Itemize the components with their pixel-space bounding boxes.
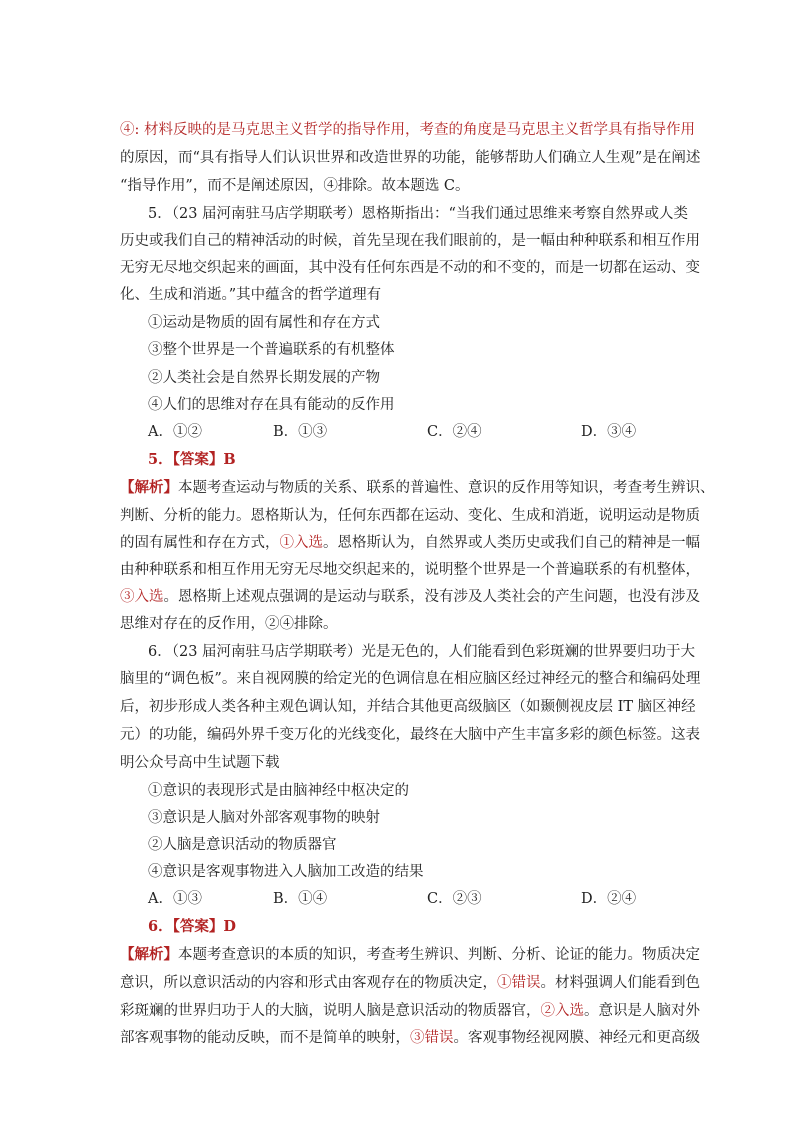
q5-stem-line-3: 无穷无尽地交织起来的画面，其中没有任何东西是不动的和不变的，而是一切都在运动、变	[120, 260, 700, 276]
q6-analysis-line-3	[120, 1001, 700, 1021]
q6-analysis-line-1	[120, 945, 700, 965]
q6-stem-line-4: 元）的功能，编码外界千变万化的光线变化，最终在大脑中产生丰富多彩的颜色标签。这表	[120, 727, 700, 743]
q5-option-2: ②人类社会是自然界长期发展的产物	[148, 370, 380, 386]
q5-analysis-text-5b: 。恩格斯上述观点强调的是运动与联系，没有涉及人类社会的产生问题，也没有涉及	[163, 589, 700, 605]
q6-analysis-text-3b: 。意识是人脑对外	[584, 1003, 700, 1019]
prev-analysis-line-1	[120, 120, 695, 140]
q6-choice-c: C．②③	[427, 891, 482, 907]
q5-analysis-tag: 【解析】	[120, 479, 178, 496]
q6-analysis-line-4	[120, 1028, 700, 1048]
q5-choice-b: B．①③	[273, 424, 328, 440]
q5-choice-d: D．③④	[581, 424, 637, 440]
q6-analysis-text-3a: 彩斑斓的世界归功于人的大脑，说明人脑是意识活动的物质器官，	[120, 1003, 541, 1019]
q5-stem-line-1: 5．（23 届河南驻马店学期联考）恩格斯指出：“当我们通过思维来考察自然界或人类	[148, 206, 688, 222]
q5-analysis-line-1	[120, 478, 715, 498]
prev-analysis-line-3: “指导作用”，而不是阐述原因，④排除。故本题选 C。	[120, 178, 470, 194]
q5-analysis-text-3b: 。恩格斯认为，自然界或人类历史或我们自己的精神是一幅	[323, 535, 700, 551]
q5-option-1: ①运动是物质的固有属性和存在方式	[148, 315, 380, 331]
q5-option-3: ③整个世界是一个普遍联系的有机整体	[148, 342, 395, 358]
q5-analysis-text-1: 本题考查运动与物质的关系、联系的普遍性、意识的反作用等知识，考查考生辨识、	[178, 480, 715, 496]
q5-analysis-text-3a: 的固有属性和存在方式，	[120, 535, 280, 551]
q6-analysis-tag: 【解析】	[120, 946, 178, 963]
q6-stem-line-5: 明公众号高中生试题下载	[120, 755, 280, 771]
q6-option-1: ①意识的表现形式是由脑神经中枢决定的	[148, 783, 409, 799]
q5-option-4: ④人们的思维对存在具有能动的反作用	[148, 397, 395, 413]
q6-choices	[120, 889, 680, 909]
q5-choice-c: C．②④	[427, 424, 482, 440]
q5-analysis-line-3	[120, 533, 700, 553]
q5-analysis-line-4: 由种种联系和相互作用无穷无尽地交织起来的，说明整个世界是一个普遍联系的有机整体，	[120, 562, 700, 578]
q5-analysis-line-2: 判断、分析的能力。恩格斯认为，任何东西都在运动、变化、生成和消逝，说明运动是物质	[120, 508, 700, 524]
q5-choice-a: A．①②	[148, 424, 202, 440]
q6-choice-a: A．①③	[148, 891, 202, 907]
q6-mark-3: ③错误	[410, 1030, 454, 1046]
q5-mark-1: ①入选	[279, 535, 323, 551]
q6-answer: 6．【答案】D	[148, 918, 236, 935]
q6-option-2: ②人脑是意识活动的物质器官	[148, 837, 337, 853]
q6-analysis-text-4b: 。客观事物经视网膜、神经元和更高级	[453, 1030, 700, 1046]
prev-analysis-text: ④: 材料反映的是马克思主义哲学的指导作用，考查的角度是马克思主义哲学具有指导作用	[120, 122, 695, 138]
q6-stem-line-2: 脑里的“调色板”。来自视网膜的给定光的色调信息在相应脑区经过神经元的整合和编码处理	[120, 671, 701, 687]
q6-analysis-line-2	[120, 973, 700, 993]
q5-choices	[120, 422, 680, 442]
q5-mark-3: ③入选	[120, 589, 164, 605]
q6-analysis-text-2b: 。材料强调人们能看到色	[540, 975, 700, 991]
q5-stem-line-2: 历史或我们自己的精神活动的时候，首先呈现在我们眼前的，是一幅由种种联系和相互作用	[120, 233, 700, 249]
q6-stem-line-1: 6．（23 届河南驻马店学期联考）光是无色的，人们能看到色彩斑斓的世界要归功于大	[148, 644, 696, 660]
q6-mark-1: ①错误	[497, 975, 541, 991]
q5-answer: 5．【答案】B	[148, 451, 236, 468]
q5-analysis-line-6: 思维对存在的反作用，②④排除。	[120, 616, 338, 632]
q6-analysis-text-2a: 意识，所以意识活动的内容和形式由客观存在的物质决定，	[120, 975, 497, 991]
q6-analysis-text-1: 本题考查意识的本质的知识，考查考生辨识、判断、分析、论证的能力。物质决定	[178, 947, 700, 963]
q6-analysis-text-4a: 部客观事物的能动反映，而不是简单的映射，	[120, 1030, 410, 1046]
q6-choice-b: B．①④	[273, 891, 328, 907]
q6-choice-d: D．②④	[581, 891, 637, 907]
q6-option-4: ④意识是客观事物进入人脑加工改造的结果	[148, 864, 424, 880]
q6-stem-line-3: 后，初步形成人类各种主观色调认知，并结合其他更高级脑区（如颞侧视皮层 IT 脑区神经	[120, 699, 696, 715]
q5-analysis-line-5	[120, 587, 700, 607]
q6-mark-2: ②入选	[540, 1003, 584, 1019]
q5-stem-line-4: 化、生成和消逝。”其中蕴含的哲学道理有	[120, 287, 382, 303]
prev-analysis-line-2: 的原因，而“具有指导人们认识世界和改造世界的功能，能够帮助人们确立人生观”是在阐述	[120, 150, 701, 166]
q6-option-3: ③意识是人脑对外部客观事物的映射	[148, 810, 380, 826]
